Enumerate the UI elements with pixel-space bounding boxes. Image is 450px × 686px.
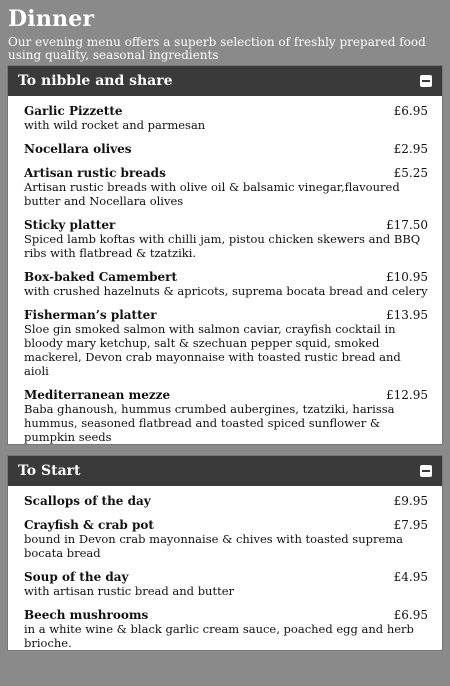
- menu-item: [24, 308, 428, 378]
- item-price: £13.95: [386, 308, 428, 322]
- item-name: Mediterranean mezze: [24, 388, 171, 402]
- item-name: Garlic Pizzette: [24, 104, 123, 118]
- menu-item: [24, 494, 428, 508]
- menu-item: [24, 518, 428, 560]
- section-header[interactable]: [8, 456, 442, 486]
- item-name: Sticky platter: [24, 218, 116, 232]
- item-price: £9.95: [393, 494, 428, 508]
- menu-header: [0, 0, 450, 62]
- section-title: To Start: [18, 463, 81, 479]
- menu-item: [24, 570, 428, 598]
- item-description: in a white wine & black garlic cream sauce, poached egg and herb brioche.: [24, 622, 414, 650]
- menu-item: [24, 218, 428, 260]
- collapse-icon[interactable]: [420, 465, 432, 477]
- item-description: Baba ghanoush, hummus crumbed aubergines, tzatziki, harissa hummus, seasoned flatbread and toasted spiced sunflower & pumpkin seeds: [24, 402, 395, 444]
- menu-item: [24, 104, 428, 132]
- section-header[interactable]: [8, 66, 442, 96]
- item-description: Spiced lamb koftas with chilli jam, pistou chicken skewers and BBQ ribs with flatbread & tzatziki.: [24, 232, 421, 260]
- menu-item: [24, 270, 428, 298]
- menu-item-list: [8, 486, 442, 650]
- page-title: Dinner: [8, 6, 95, 32]
- item-price: £17.50: [386, 218, 428, 232]
- section-title: To nibble and share: [18, 73, 173, 89]
- item-price: £6.95: [393, 608, 428, 622]
- section-nibble-and-share: [8, 66, 442, 444]
- item-price: £5.25: [393, 166, 428, 180]
- item-price: £10.95: [386, 270, 428, 284]
- item-price: £4.95: [393, 570, 428, 584]
- item-price: £7.95: [393, 518, 428, 532]
- section-to-start: [8, 456, 442, 650]
- item-description: Sloe gin smoked salmon with salmon caviar, crayfish cocktail in bloody mary ketchup, salt & szechuan pepper squid, smoked mackerel, Devon crab mayonnaise with toasted rustic bread and aioli: [24, 322, 401, 378]
- item-name: Nocellara olives: [24, 142, 132, 156]
- item-price: £6.95: [393, 104, 428, 118]
- menu-intro: Our evening menu offers a superb selection of freshly prepared food using quality, seasonal ingredients: [8, 35, 426, 62]
- item-description: with wild rocket and parmesan: [24, 118, 206, 132]
- item-description: Artisan rustic breads with olive oil & balsamic vinegar,flavoured butter and Nocellara olives: [24, 180, 400, 208]
- item-name: Fisherman’s platter: [24, 308, 157, 322]
- menu-item: [24, 608, 428, 650]
- item-name: Artisan rustic breads: [24, 166, 166, 180]
- item-name: Crayfish & crab pot: [24, 518, 154, 532]
- item-name: Beech mushrooms: [24, 608, 149, 622]
- item-price: £2.95: [393, 142, 428, 156]
- menu-item: [24, 142, 428, 156]
- item-description: with artisan rustic bread and butter: [24, 584, 235, 598]
- menu-item: [24, 166, 428, 208]
- menu-item-list: [8, 96, 442, 444]
- item-name: Scallops of the day: [24, 494, 151, 508]
- item-name: Soup of the day: [24, 570, 129, 584]
- item-price: £12.95: [386, 388, 428, 402]
- item-description: bound in Devon crab mayonnaise & chives with toasted suprema bocata bread: [24, 532, 404, 560]
- item-description: with crushed hazelnuts & apricots, suprema bocata bread and celery: [24, 284, 428, 298]
- item-name: Box-baked Camembert: [24, 270, 177, 284]
- menu-item: [24, 388, 428, 444]
- collapse-icon[interactable]: [420, 75, 432, 87]
